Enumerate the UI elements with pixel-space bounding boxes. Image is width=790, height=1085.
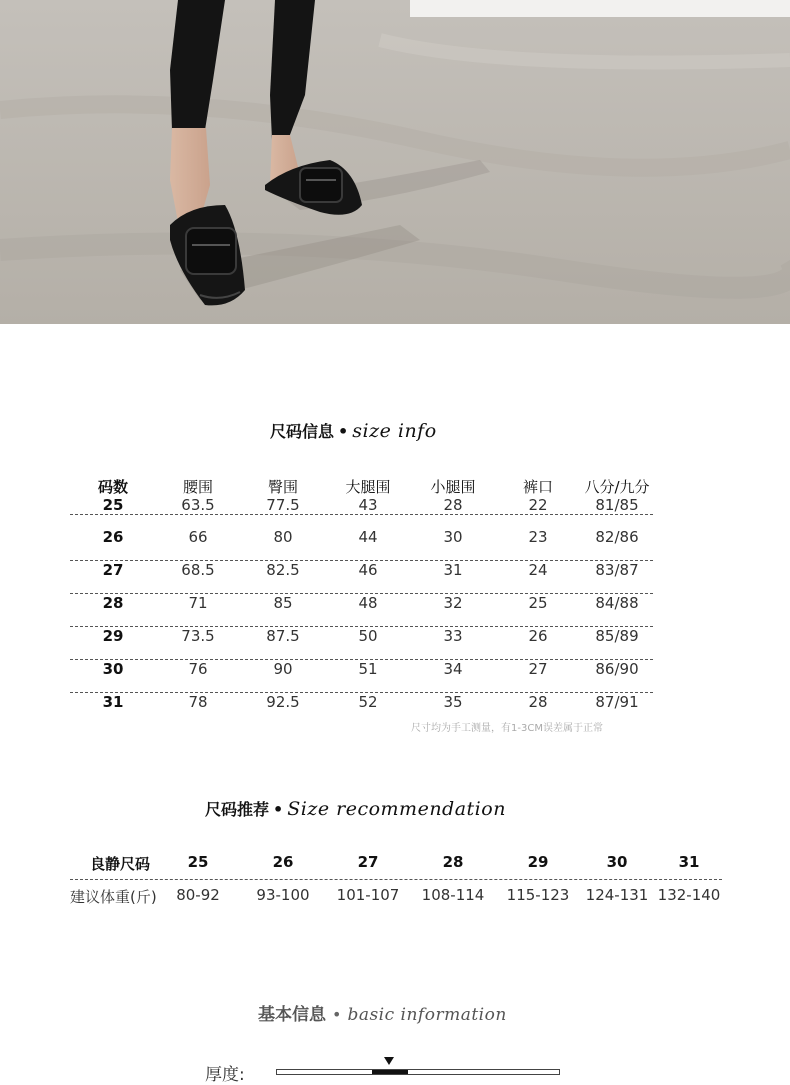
row-length: 81/85 bbox=[595, 496, 639, 514]
legs-shoes-illustration bbox=[0, 0, 790, 324]
recommendation-size: 27 bbox=[357, 853, 379, 871]
recommendation-size-label: 良静尺码 bbox=[90, 855, 151, 873]
row-thigh: 50 bbox=[358, 627, 378, 645]
recommendation-weight: 93-100 bbox=[256, 886, 310, 904]
recommendation-weight: 124-131 bbox=[585, 886, 649, 904]
row-length: 84/88 bbox=[595, 594, 639, 612]
row-code: 31 bbox=[102, 693, 124, 711]
basic-info-title-cn: 基本信息 bbox=[258, 1005, 326, 1025]
row-waist: 71 bbox=[188, 594, 208, 612]
row-hip: 80 bbox=[273, 528, 293, 546]
row-calf: 35 bbox=[443, 693, 463, 711]
recommendation-size: 31 bbox=[678, 853, 700, 871]
size-table-header bbox=[70, 476, 653, 496]
header-hip: 臀围 bbox=[267, 478, 299, 496]
row-code: 30 bbox=[102, 660, 124, 678]
row-calf: 30 bbox=[443, 528, 463, 546]
table-row bbox=[70, 650, 653, 683]
row-thigh: 51 bbox=[358, 660, 378, 678]
thickness-marker-icon bbox=[384, 1057, 394, 1065]
measurement-note: 尺寸均为手工测量，有1-3CM误差属于正常 bbox=[411, 723, 603, 734]
row-waist: 63.5 bbox=[181, 496, 215, 514]
size-table bbox=[70, 476, 653, 716]
recommendation-size: 25 bbox=[187, 853, 209, 871]
header-waist: 腰围 bbox=[182, 478, 214, 496]
recommendation-divider bbox=[70, 879, 722, 880]
row-hem: 25 bbox=[528, 594, 548, 612]
recommendation-weight: 80-92 bbox=[176, 886, 220, 904]
row-code: 25 bbox=[102, 496, 124, 514]
size-recommendation-title-cn: 尺码推荐 bbox=[205, 800, 270, 819]
recommendation-size: 29 bbox=[527, 853, 549, 871]
row-code: 27 bbox=[102, 561, 124, 579]
header-hem: 裤口 bbox=[522, 478, 554, 496]
row-hem: 26 bbox=[528, 627, 548, 645]
title-separator: • bbox=[273, 800, 284, 819]
row-calf: 31 bbox=[443, 561, 463, 579]
row-thigh: 44 bbox=[358, 528, 378, 546]
size-recommendation-title-en: Size recommendation bbox=[287, 798, 506, 820]
recommendation-weight: 132-140 bbox=[657, 886, 721, 904]
size-recommendation-title bbox=[205, 797, 506, 820]
size-info-title bbox=[270, 419, 437, 442]
thickness-label: 厚度: bbox=[205, 1065, 245, 1085]
row-waist: 78 bbox=[188, 693, 208, 711]
row-hip: 77.5 bbox=[266, 496, 300, 514]
row-hem: 23 bbox=[528, 528, 548, 546]
row-hem: 22 bbox=[528, 496, 548, 514]
row-hem: 27 bbox=[528, 660, 548, 678]
row-thigh: 43 bbox=[358, 496, 378, 514]
basic-info-title-en: basic information bbox=[347, 1005, 507, 1025]
table-row bbox=[70, 518, 653, 551]
table-row bbox=[70, 617, 653, 650]
recommendation-weight: 115-123 bbox=[506, 886, 570, 904]
table-row bbox=[70, 551, 653, 584]
row-hip: 92.5 bbox=[266, 693, 300, 711]
row-length: 86/90 bbox=[595, 660, 639, 678]
recommendation-weight: 108-114 bbox=[421, 886, 485, 904]
row-waist: 73.5 bbox=[181, 627, 215, 645]
row-length: 83/87 bbox=[595, 561, 639, 579]
row-waist: 68.5 bbox=[181, 561, 215, 579]
recommendation-weight-label: 建议体重(斤) bbox=[70, 888, 157, 906]
product-photo bbox=[0, 0, 790, 324]
row-code: 26 bbox=[102, 528, 124, 546]
row-hem: 24 bbox=[528, 561, 548, 579]
row-length: 87/91 bbox=[595, 693, 639, 711]
row-calf: 33 bbox=[443, 627, 463, 645]
thickness-level-indicator bbox=[372, 1070, 408, 1074]
row-code: 29 bbox=[102, 627, 124, 645]
row-thigh: 48 bbox=[358, 594, 378, 612]
row-divider bbox=[70, 514, 653, 515]
header-thigh: 大腿围 bbox=[345, 478, 391, 496]
row-waist: 66 bbox=[188, 528, 208, 546]
row-calf: 34 bbox=[443, 660, 463, 678]
row-thigh: 52 bbox=[358, 693, 378, 711]
recommendation-size: 30 bbox=[606, 853, 628, 871]
row-hip: 85 bbox=[273, 594, 293, 612]
row-calf: 28 bbox=[443, 496, 463, 514]
basic-info-title bbox=[258, 1000, 507, 1025]
row-waist: 76 bbox=[188, 660, 208, 678]
row-code: 28 bbox=[102, 594, 124, 612]
row-calf: 32 bbox=[443, 594, 463, 612]
recommendation-size: 28 bbox=[442, 853, 464, 871]
row-length: 85/89 bbox=[595, 627, 639, 645]
row-hip: 90 bbox=[273, 660, 293, 678]
row-length: 82/86 bbox=[595, 528, 639, 546]
thickness-scale bbox=[276, 1069, 560, 1075]
header-length: 八分/九分 bbox=[584, 478, 650, 496]
size-info-title-cn: 尺码信息 bbox=[270, 422, 335, 441]
header-calf: 小腿围 bbox=[430, 478, 476, 496]
recommendation-size: 26 bbox=[272, 853, 294, 871]
recommendation-weight: 101-107 bbox=[336, 886, 400, 904]
row-hem: 28 bbox=[528, 693, 548, 711]
title-separator: • bbox=[332, 1005, 342, 1024]
table-row bbox=[70, 683, 653, 716]
table-row bbox=[70, 584, 653, 617]
title-separator: • bbox=[338, 422, 349, 441]
row-hip: 82.5 bbox=[266, 561, 300, 579]
header-code: 码数 bbox=[97, 478, 129, 496]
row-thigh: 46 bbox=[358, 561, 378, 579]
row-hip: 87.5 bbox=[266, 627, 300, 645]
size-info-title-en: size info bbox=[352, 420, 437, 442]
